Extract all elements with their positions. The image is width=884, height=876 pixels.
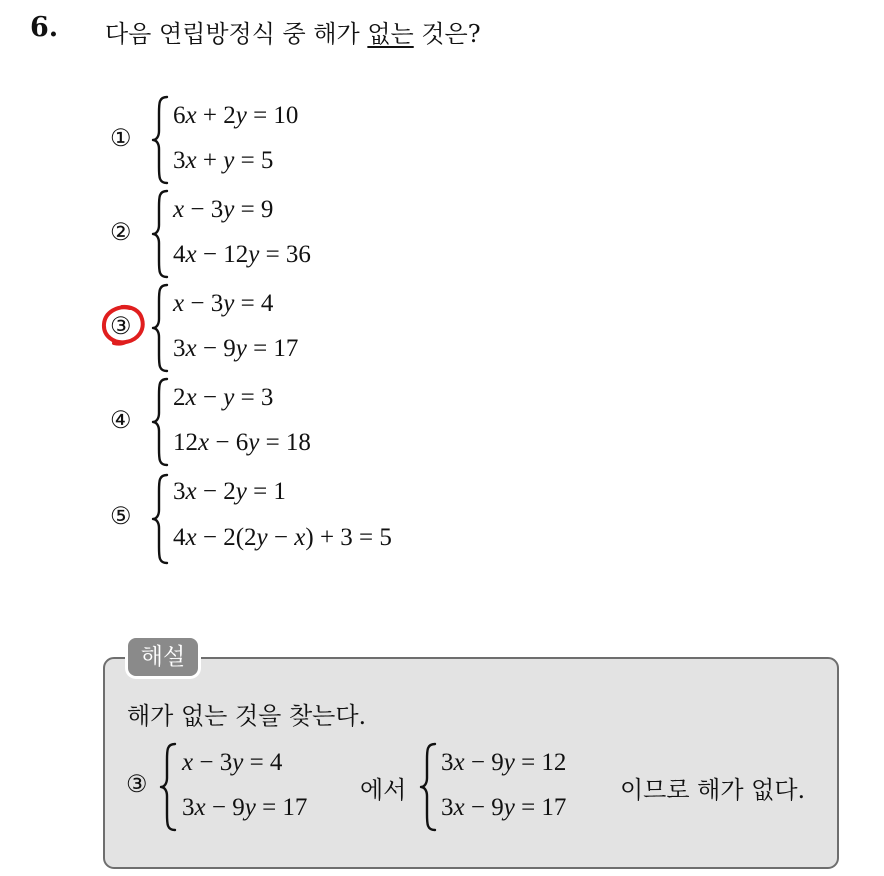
solution-connector: 에서 bbox=[360, 776, 407, 804]
option-5-eq2: 4x − 2(2y − x) + 3 = 5 bbox=[173, 524, 392, 551]
option-5-label: ⑤ bbox=[110, 502, 132, 530]
solution-system2-eq1: 3x − 9y = 12 bbox=[441, 749, 567, 776]
question-number: 6. bbox=[30, 12, 59, 43]
question-text bbox=[105, 14, 481, 49]
option-2-label: ② bbox=[110, 218, 132, 246]
option-4-eq2: 12x − 6y = 18 bbox=[173, 429, 311, 456]
option-4-label: ④ bbox=[110, 406, 132, 434]
option-1-brace bbox=[150, 95, 172, 185]
option-3-label: ③ bbox=[110, 312, 132, 340]
answer-circle-mark bbox=[100, 302, 150, 348]
option-3-brace bbox=[150, 283, 172, 373]
solution-system1-eq2: 3x − 9y = 17 bbox=[182, 794, 308, 821]
option-5-eq1: 3x − 2y = 1 bbox=[173, 478, 286, 505]
option-3-eq1: x − 3y = 4 bbox=[173, 290, 274, 317]
question-text-after: 것은? bbox=[413, 20, 481, 48]
option-1-label: ① bbox=[110, 124, 132, 152]
solution-system1-eq1: x − 3y = 4 bbox=[182, 749, 283, 776]
option-1-eq1: 6x + 2y = 10 bbox=[173, 102, 299, 129]
option-2-brace bbox=[150, 189, 172, 279]
question-text-before: 다음 연립방정식 중 해가 bbox=[105, 20, 368, 48]
option-4-brace bbox=[150, 377, 172, 467]
solution-system2-eq2: 3x − 9y = 17 bbox=[441, 794, 567, 821]
option-2-eq2: 4x − 12y = 36 bbox=[173, 241, 311, 268]
solution-brace-1 bbox=[158, 742, 180, 832]
solution-conclusion: 이므로 해가 없다. bbox=[620, 776, 806, 804]
question-text-underlined: 없는 bbox=[367, 20, 414, 48]
solution-brace-2 bbox=[418, 742, 440, 832]
solution-tag: 해설 bbox=[128, 638, 198, 676]
option-4-eq1: 2x − y = 3 bbox=[173, 384, 274, 411]
option-2-eq1: x − 3y = 9 bbox=[173, 196, 274, 223]
solution-line1: 해가 없는 것을 찾는다. bbox=[127, 702, 367, 730]
solution-label: ③ bbox=[126, 770, 148, 798]
option-5-brace bbox=[150, 473, 172, 565]
option-1-eq2: 3x + y = 5 bbox=[173, 147, 274, 174]
option-3-eq2: 3x − 9y = 17 bbox=[173, 335, 299, 362]
